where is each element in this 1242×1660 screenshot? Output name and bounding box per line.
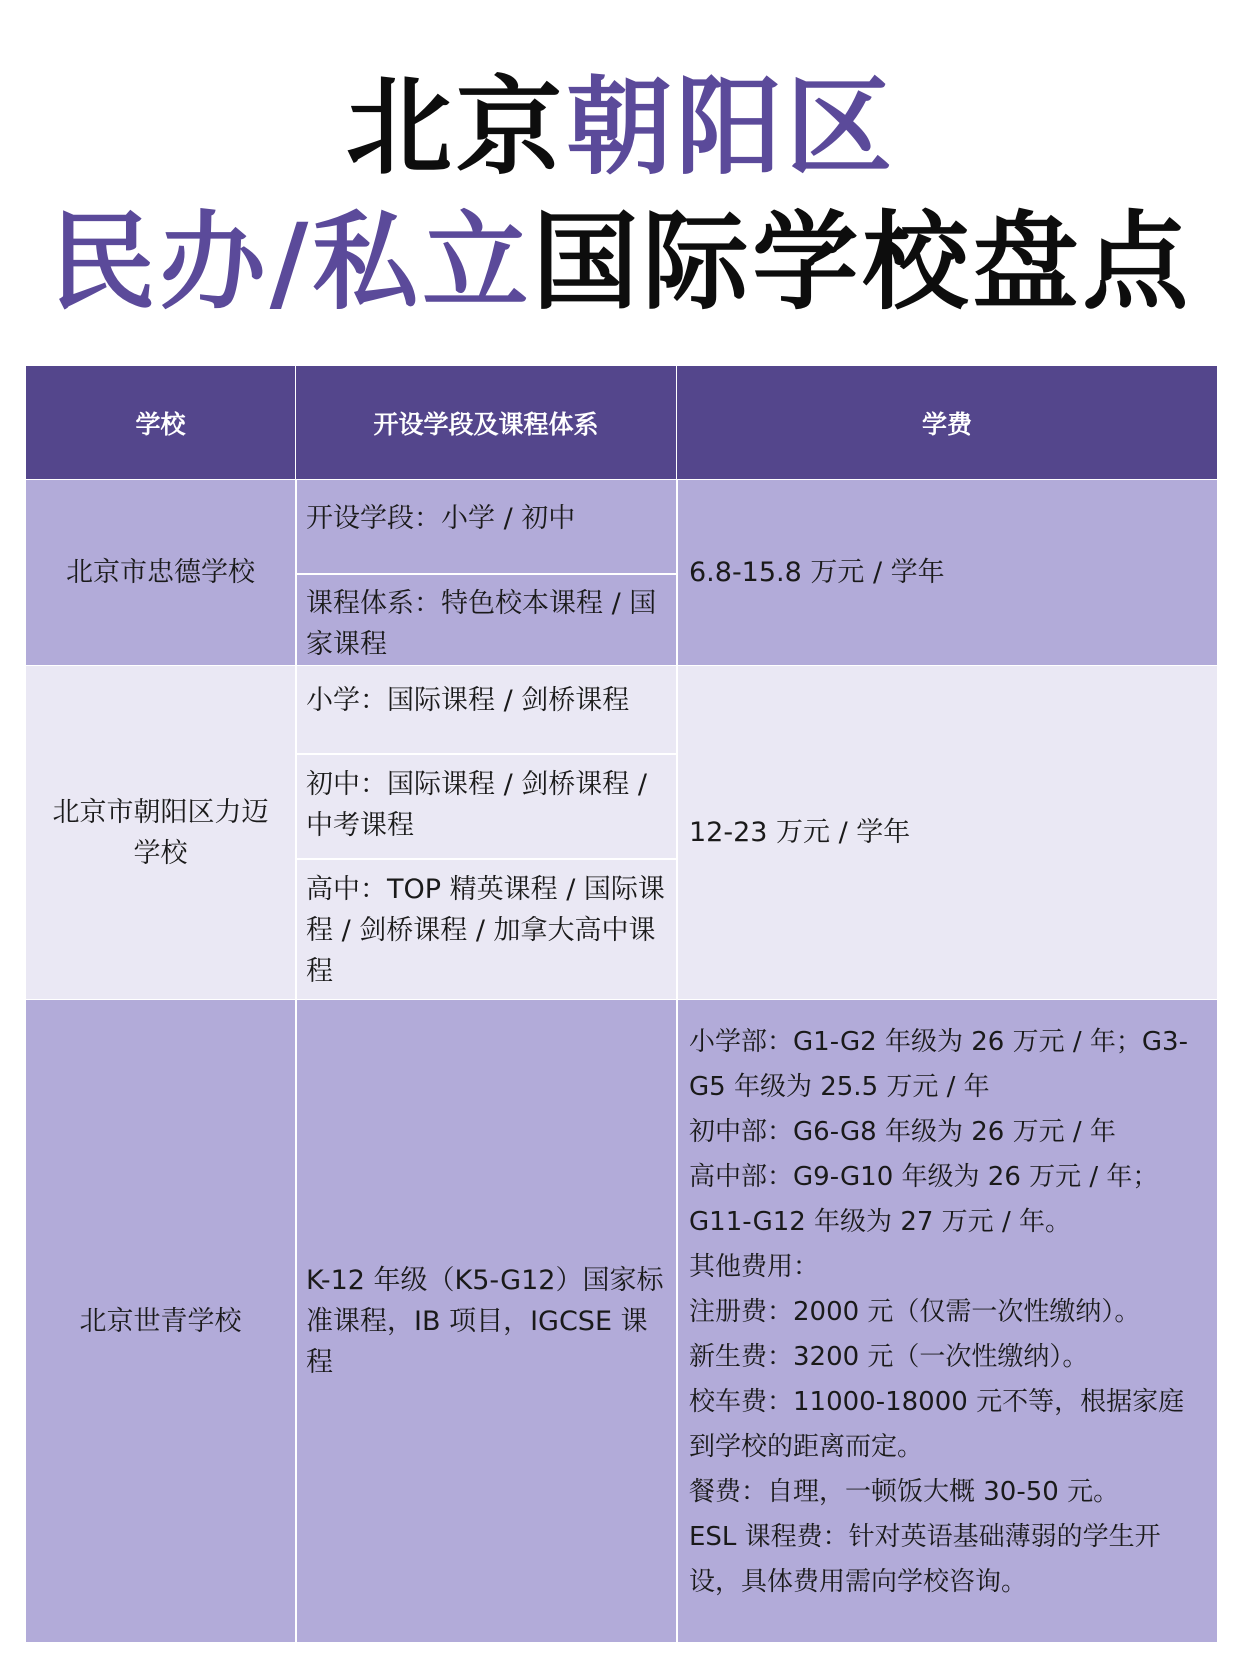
table-row — [26, 480, 1217, 665]
table-row — [26, 1000, 1217, 1642]
page-title-line-2 — [0, 201, 1242, 324]
fee-text: 12-23 万元 / 学年 — [689, 817, 911, 848]
course-item: K-12 年级（K5-G12）国家标准课程，IB 项目，IGCSE 课程 — [306, 1264, 664, 1378]
fee-line: 校车费：11000-18000 元不等，根据家庭到学校的距离而定。 — [689, 1387, 1185, 1462]
school-table — [26, 366, 1217, 1642]
title-chaoyang: 朝阳区 — [566, 66, 896, 189]
fee-line: ESL 课程费：针对英语基础薄弱的学生开设，具体费用需向学校咨询。 — [689, 1522, 1161, 1597]
header-courses: 开设学段及课程体系 — [296, 366, 676, 479]
table-row — [26, 666, 1217, 999]
fee-line: 新生费：3200 元（一次性缴纳）。 — [689, 1342, 1089, 1372]
fee-text: 6.8-15.8 万元 / 学年 — [689, 557, 945, 588]
title-beijing: 北京 — [346, 66, 566, 189]
fee-line: 小学部：G1-G2 年级为 26 万元 / 年；G3-G5 年级为 25.5 万元 / 年 — [689, 1027, 1188, 1102]
divider — [676, 1000, 678, 1642]
divider — [295, 480, 297, 665]
divider — [295, 1000, 297, 1642]
fee-line: 餐费：自理，一顿饭大概 30-50 元。 — [689, 1477, 1120, 1507]
course-item: 小学：国际课程 / 剑桥课程 — [306, 685, 630, 716]
course-item: 课程体系：特色校本课程 / 国家课程 — [306, 588, 657, 660]
school-name: 北京世青学校 — [79, 1305, 242, 1337]
course-item: 初中：国际课程 / 剑桥课程 / 中考课程 — [306, 769, 647, 841]
header-school: 学校 — [26, 366, 295, 479]
page-title-line-1 — [0, 66, 1242, 189]
fee-line: 其他费用： — [689, 1252, 820, 1282]
school-name: 北京市朝阳区力迈学校 — [52, 796, 269, 869]
divider — [676, 480, 678, 665]
divider — [676, 666, 678, 999]
fee-line: 高中部：G9-G10 年级为 26 万元 / 年；G11-G12 年级为 27 万元 / 年。 — [689, 1162, 1159, 1237]
divider — [295, 666, 297, 999]
title-private: 民办/私立 — [49, 201, 533, 324]
fee-line: 初中部：G6-G8 年级为 26 万元 / 年 — [689, 1117, 1116, 1147]
fee-line: 注册费：2000 元（仅需一次性缴纳）。 — [689, 1297, 1141, 1327]
fee-detail — [677, 1020, 1217, 1630]
course-item: 开设学段：小学 / 初中 — [306, 503, 576, 534]
title-intl-schools: 国际学校盘点 — [532, 201, 1193, 324]
course-item: 高中：TOP 精英课程 / 国际课程 / 剑桥课程 / 加拿大高中课程 — [306, 874, 665, 987]
header-fee: 学费 — [677, 366, 1217, 479]
school-name: 北京市忠德学校 — [66, 557, 255, 588]
